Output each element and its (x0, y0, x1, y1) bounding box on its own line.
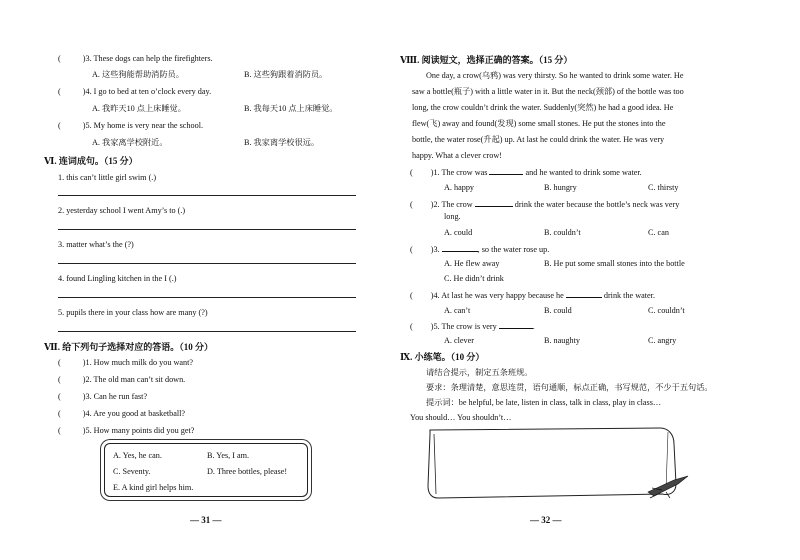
s6-item-4: 4. found Lingling kitchen in the I (.) (58, 274, 177, 283)
q1-option-b: B. hungry (544, 183, 577, 192)
page-number-right: — 32 — (530, 515, 562, 525)
q2-option-b: B. couldn’t (544, 228, 581, 237)
option-a: A. Yes, he can. (113, 451, 162, 460)
section-8-title: Ⅷ. 阅读短文，选择正确的答案。（15 分） (400, 55, 573, 65)
s5-item-3-option-b: B. 这些狗跟着消防员。 (244, 70, 328, 79)
passage-line-1: One day, a crow(乌鸦) was very thirsty. So he wanted to drink some water. He (426, 71, 684, 80)
q3-option-a: A. He flew away (444, 259, 500, 268)
s5-item-3: ( )3. These dogs can help the firefighters. (58, 54, 213, 63)
q5-option-c: C. angry (648, 336, 677, 345)
s9-hint-words: 提示词：be helpful, be late, listen in class, talk in class, play in class… (426, 398, 662, 407)
s5-item-4-option-a: A. 我昨天10 点上床睡觉。 (92, 104, 186, 113)
q3-blank[interactable] (442, 243, 478, 252)
q2-stem: ( )2. The crow drink the water because the bottle’s neck was very (410, 200, 680, 209)
s5-item-5: ( )5. My home is very near the school. (58, 121, 204, 130)
s9-instruction-1: 请结合提示，制定五条班规。 (426, 368, 533, 377)
answer-line-2[interactable] (58, 229, 356, 230)
s5-item-4-option-b: B. 我每天10 点上床睡觉。 (244, 104, 338, 113)
passage-line-2: saw a bottle(瓶子) with a little water in it. But the neck(颈部) of the bottle was too (412, 87, 684, 96)
s5-item-5-option-a: A. 我家离学校附近。 (92, 138, 168, 147)
s9-sentence-starter: You should… You shouldn’t… (410, 413, 512, 422)
s7-item-2: ( )2. The old man can’t sit down. (58, 375, 186, 384)
s6-item-2: 2. yesterday school I went Amy’s to (.) (58, 206, 186, 215)
passage-line-4: flew(飞) away and found(发现) some small stones. He put the stones into the (412, 119, 666, 128)
options-box (104, 443, 308, 497)
answer-line-4[interactable] (58, 297, 356, 298)
q3-stem: ( )3. , so the water rose up. (410, 245, 550, 254)
q5-option-a: A. clever (444, 336, 475, 345)
q5-option-b: B. naughty (544, 336, 580, 345)
q5-blank[interactable] (499, 320, 533, 329)
answer-line-5[interactable] (58, 331, 356, 332)
q1-stem: ( )1. The crow was and he wanted to drink some water. (410, 168, 642, 177)
q2-option-c: C. can (648, 228, 669, 237)
option-b: B. Yes, I am. (207, 451, 250, 460)
q1-blank[interactable] (489, 166, 523, 175)
pen-icon (644, 470, 694, 500)
answer-line-3[interactable] (58, 263, 356, 264)
q4-option-a: A. can’t (444, 306, 471, 315)
q1-option-c: C. thirsty (648, 183, 679, 192)
section-9-title: Ⅸ. 小练笔。（10 分） (400, 352, 485, 362)
s7-item-1: ( )1. How much milk do you want? (58, 358, 194, 367)
q3-option-b: B. He put some small stones into the bottle (544, 259, 685, 268)
section-7-title: Ⅶ. 给下列句子选择对应的答语。（10 分） (44, 342, 213, 352)
s5-item-3-option-a: A. 这些狗能帮助消防员。 (92, 70, 184, 79)
q1-option-a: A. happy (444, 183, 475, 192)
passage-line-5: bottle, the water rose(升起) up. At last he could drink the water. He was very (412, 135, 665, 144)
passage-line-6: happy. What a clever crow! (412, 151, 503, 160)
answer-line-1[interactable] (58, 195, 356, 196)
q3-option-c: C. He didn’t drink (444, 274, 504, 283)
s6-item-5: 5. pupils there in your class how are many (?) (58, 308, 208, 317)
q2-blank[interactable] (475, 198, 513, 207)
option-d: D. Three bottles, please! (207, 467, 288, 476)
q4-option-c: C. couldn’t (648, 306, 685, 315)
option-e: E. A kind girl helps him. (113, 483, 194, 492)
s7-item-3: ( )3. Can he run fast? (58, 392, 148, 401)
s5-item-5-option-b: B. 我家离学校很远。 (244, 138, 320, 147)
q4-stem: ( )4. At last he was very happy because he drink the water. (410, 291, 655, 300)
q4-option-b: B. could (544, 306, 572, 315)
s6-item-1: 1. this can’t little girl swim (.) (58, 173, 157, 182)
q2-option-a: A. could (444, 228, 473, 237)
s7-item-4: ( )4. Are you good at basketball? (58, 409, 186, 418)
q4-blank[interactable] (566, 289, 602, 298)
page-number-left: — 31 — (190, 515, 222, 525)
s5-item-4: ( )4. I go to bed at ten o’clock every day. (58, 87, 212, 96)
passage-line-3: long, the crow couldn’t drink the water. Suddenly(突然) he had a good idea. He (412, 103, 674, 112)
q5-stem: ( )5. The crow is very . (410, 322, 535, 331)
section-6-title: Ⅵ. 连词成句。（15 分） (44, 156, 138, 166)
option-c: C. Seventy. (113, 467, 151, 476)
s7-item-5: ( )5. How many points did you get? (58, 426, 195, 435)
right-page (400, 0, 800, 560)
s9-instruction-2: 要求：条理清楚，意思连贯，语句通顺，标点正确，书写规范，不少于五句话。 (426, 383, 713, 392)
q2-stem-cont: long. (444, 212, 461, 221)
s6-item-3: 3. matter what’s the (?) (58, 240, 134, 249)
